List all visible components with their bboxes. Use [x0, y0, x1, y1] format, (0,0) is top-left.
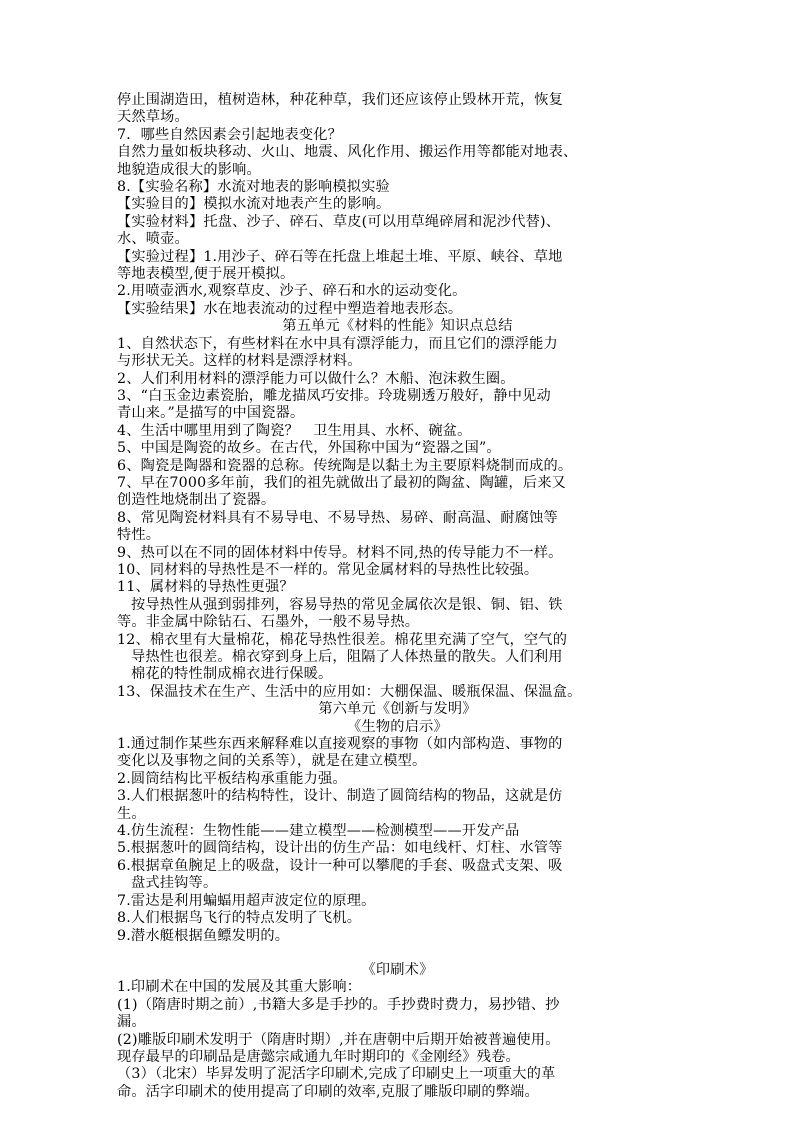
text-line: 10、同材料的导热性是不一样的。常见金属材料的导热性比较强。 [117, 561, 539, 578]
text-line: 等地表模型,便于展开模拟。 [117, 266, 295, 283]
text-line: 导热性也很差。棉衣穿到身上后，阻隔了人体热量的散失。人们利用 [131, 649, 563, 665]
text-line: 自然力量如板块移动、火山、地震、风化作用、搬运作用等都能对地表、 [117, 144, 578, 161]
section-heading: 第六单元《创新与发明》 [318, 701, 477, 718]
text-line: 2、人们利用材料的漂浮能力可以做什么？木船、泡沫救生圈。 [117, 370, 515, 387]
text-line: 命。活字印刷术的使用提高了印刷的效率,克服了雕版印刷的弊端。 [117, 1083, 539, 1100]
text-line: 水、喷壶。 [117, 231, 189, 248]
section-heading: 第五单元《材料的性能》知识点总结 [282, 318, 513, 335]
text-line: 5、中国是陶瓷的故乡。在古代，外国称中国为“瓷器之国”。 [117, 440, 501, 457]
text-line: 7.雷达是利用蝙蝠用超声波定位的原理。 [117, 892, 376, 909]
text-line: 按导热性从强到弱排列，容易导热的常见金属依次是银、铜、铝、铁 [131, 596, 563, 613]
text-line: 13、保温技术在生产、生活中的应用如：大棚保温、暖瓶保温、保温盒。 [117, 683, 582, 700]
text-line: 6.根据章鱼腕足上的吸盘，设计一种可以攀爬的手套、吸盘式支架、吸 [117, 857, 563, 874]
text-line: 9、热可以在不同的固体材料中传导。材料不同,热的传导能力不一样。 [117, 544, 563, 561]
text-line: 1.通过制作某些东西来解释难以直接观察的事物（如内部构造、事物的 [117, 736, 563, 753]
text-line: 8.【实验名称】水流对地表的影响模拟实验 [117, 179, 390, 196]
text-line: 2.用喷壶洒水,观察草皮、沙子、碎石和水的运动变化。 [117, 283, 467, 300]
text-line: 4.仿生流程：生物性能——建立模型——检测模型——开发产品 [117, 823, 520, 840]
text-line: 9.潜水艇根据鱼鳔发明的。 [117, 927, 290, 944]
text-line: 【实验目的】模拟水流对地表产生的影响。 [117, 196, 391, 213]
text-line: 4、生活中哪里用到了陶瓷？ 卫生用具、水杯、碗盆。 [117, 422, 472, 439]
text-line: 3.人们根据葱叶的结构特性，设计、制造了圆筒结构的物品，这就是仿 [117, 788, 563, 805]
text-line: 现存最早的印刷品是唐懿宗咸通九年时期印的《金刚经》残卷。 [117, 1048, 520, 1065]
text-line: 与形状无关。这样的材料是漂浮材料。 [117, 353, 362, 370]
text-line: 11、属材料的导热性更强？ [117, 579, 294, 596]
text-line: 8.人们根据鸟飞行的特点发明了飞机。 [117, 910, 362, 927]
text-line: 5.根据葱叶的圆筒结构，设计出的仿生产品：如电线杆、灯柱、水管等 [117, 840, 563, 857]
text-line: 青山来。”是描写的中国瓷器。 [117, 405, 305, 422]
text-line: 特性。 [117, 527, 161, 544]
text-line: 漏。 [117, 1014, 146, 1031]
text-line: 3、“白玉金边素瓷胎，雕龙描凤巧安排。玲珑剔透万般好，静中见动 [117, 387, 551, 404]
text-line: 【实验材料】托盘、沙子、碎石、草皮(可以用草绳碎屑和泥沙代替)、 [117, 213, 561, 230]
text-line: (2)雕版印刷术发明于（隋唐时期）,并在唐朝中后期开始被普遍使用。 [117, 1031, 560, 1048]
text-line: （3）（北宋）毕昇发明了泥活字印刷术,完成了印刷史上一项重大的革 [117, 1066, 556, 1083]
text-line: 棉花的特性制成棉衣进行保暖。 [131, 666, 333, 683]
text-line: 盘式挂钩等。 [131, 875, 218, 892]
text-line: 天然草场。 [117, 109, 189, 126]
text-line: 【实验结果】水在地表流动的过程中塑造着地表形态。 [117, 300, 463, 317]
text-line: 地貌造成很大的影响。 [117, 161, 261, 178]
text-line: 7．哪些自然因素会引起地表变化？ [117, 126, 343, 143]
text-line: 1.印刷术在中国的发展及其重大影响： [117, 979, 362, 996]
text-line: 7、早在7000多年前，我们的祖先就做出了最初的陶盆、陶罐，后来又 [117, 474, 566, 491]
document-page [117, 92, 678, 1101]
text-line: 停止围湖造田，植树造林，种花种草，我们还应该停止毁林开荒，恢复 [117, 92, 564, 108]
text-line: 变化以及事物之间的关系等），就是在建立模型。 [117, 753, 427, 770]
text-line: 【实验过程】1.用沙子、碎石等在托盘上堆起土堆、平原、峡谷、草地 [117, 248, 563, 265]
text-line: 8、常见陶瓷材料具有不易导电、不易导热、易碎、耐高温、耐腐蚀等 [117, 509, 558, 526]
text-line: 2.圆筒结构比平板结构承重能力强。 [117, 770, 347, 787]
text-line: 12、棉衣里有大量棉花，棉花导热性很差。棉花里充满了空气，空气的 [117, 631, 568, 648]
section-heading: 《生物的启示》 [347, 718, 448, 735]
text-line: 创造性地烧制出了瓷器。 [117, 492, 276, 509]
section-heading: 《印刷术》 [361, 961, 434, 978]
text-line: 1、自然状态下，有些材料在水中具有漂浮能力，而且它们的漂浮能力 [117, 335, 558, 352]
text-line: 生。 [117, 805, 146, 822]
text-line: 等。非金属中除钻石、石墨外，一般不易导热。 [117, 614, 420, 631]
text-line: (1)（隋唐时期之前）,书籍大多是手抄的。手抄费时费力，易抄错、抄 [117, 996, 560, 1013]
text-line: 6、陶瓷是陶器和瓷器的总称。传统陶是以黏土为主要原料烧制而成的。 [117, 457, 573, 474]
